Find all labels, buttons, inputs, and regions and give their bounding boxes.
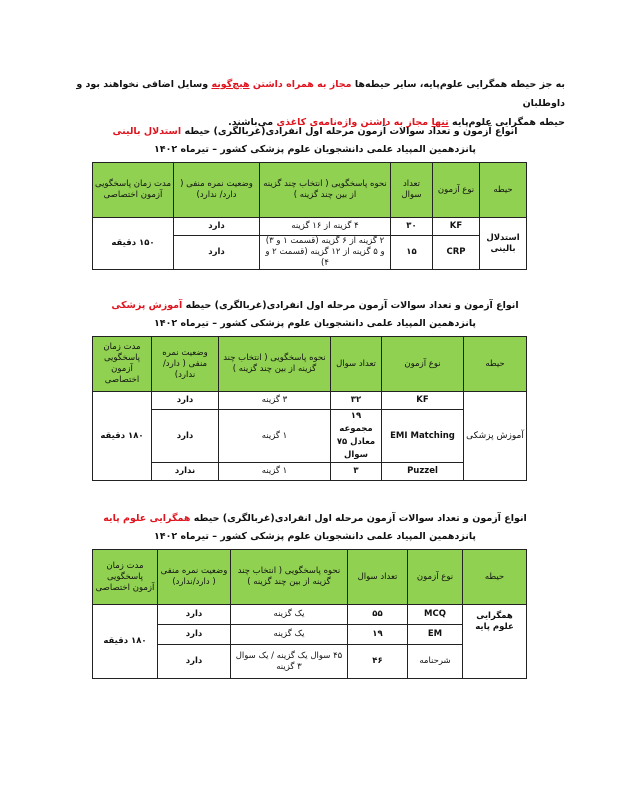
method-cell [231, 645, 348, 679]
domain-cell: آموزش پزشکی [464, 392, 527, 481]
negative-cell: دارد [158, 645, 231, 679]
header-exam-type: نوع آزمون [408, 550, 463, 605]
header-domain: حیطه [464, 337, 527, 392]
section-title-highlight: استدلال بالینی [112, 126, 182, 137]
table-header-row [93, 163, 527, 218]
count-cell: ۴۶ [348, 645, 408, 679]
header-negative-score: وضعیت نمره منفی ( دارد/ندارد) [158, 550, 231, 605]
count-cell: ۵۵ [348, 605, 408, 625]
section-title-text: انواع آزمون و تعداد سوالات آزمون مرحله اول انفرادی(غربالگری) حیطه [181, 126, 518, 137]
method-line: ۳ گزینه [276, 661, 302, 672]
negative-cell: دارد [174, 218, 260, 236]
header-question-count: تعداد سوال [348, 550, 408, 605]
intro-highlight-underlined: تنها [431, 117, 449, 128]
count-cell [331, 410, 382, 463]
method-line: و ۵ گزینه از ۱۲ گزینه (قسمت ۲ و ۴) [265, 247, 385, 268]
count-cell: ۳۲ [331, 392, 382, 410]
count-cell: ۱۹ [348, 625, 408, 645]
header-answer-method: نحوه پاسخگویی ( انتخاب چند گزینه از بین چند گزینه ) [231, 550, 348, 605]
negative-cell: دارد [158, 625, 231, 645]
negative-cell: دارد [158, 605, 231, 625]
table-header-row [93, 550, 527, 605]
negative-cell: دارد [174, 236, 260, 270]
intro-text: می‌باشند. [228, 117, 277, 128]
header-exam-type: نوع آزمون [382, 337, 464, 392]
exam-table-clinical-reasoning [92, 162, 527, 270]
method-line: ۴۵ سوال یک گزینه / یک سوال [235, 650, 343, 661]
table-header-row [93, 337, 527, 392]
method-cell: ۱ گزینه [219, 410, 331, 463]
section-subtitle: پانزدهمین المپیاد علمی دانشجویان علوم پزشکی کشور – تیرماه ۱۴۰۲ [153, 531, 476, 542]
exam-table-basic-sciences [92, 549, 527, 679]
method-cell: یک گزینه [231, 625, 348, 645]
method-line: ۲ گزینه از ۶ گزینه (قسمت ۱ و ۳) [265, 236, 385, 246]
section-title [80, 124, 550, 140]
domain-cell: استدلال بالینی [480, 218, 527, 270]
exam-type-cell: EM [408, 625, 463, 645]
exam-type-cell: شرحنامه [408, 645, 463, 679]
table-row [93, 218, 527, 236]
header-duration: مدت زمان پاسخگویی آزمون اختصاصی [93, 337, 152, 392]
exam-type-cell: KF [433, 218, 480, 236]
exam-type-cell: Puzzel [382, 463, 464, 481]
table-row [93, 463, 527, 481]
negative-cell: ندارد [152, 463, 219, 481]
section-title-text: انواع آزمون و تعداد سوالات آزمون مرحله اول انفرادی(غربالگری) حیطه [190, 513, 527, 524]
section-title-highlight: آموزش پزشکی [111, 300, 183, 311]
negative-cell: دارد [152, 410, 219, 463]
intro-text: حیطه همگرایی علوم‌پایه [448, 117, 565, 128]
section-title-highlight: همگرایی علوم پایه [103, 513, 191, 524]
header-negative-score: وضعیت نمره منفی ( دارد/ندارد) [152, 337, 219, 392]
count-line: معادل ۷۵ [336, 437, 376, 447]
exam-type-cell: CRP [433, 236, 480, 270]
intro-highlight: مجاز به داشتن واژه‌نامه‌ی کاغذی [276, 117, 432, 128]
section-subtitle: پانزدهمین المپیاد علمی دانشجویان علوم پزشکی کشور – تیرماه ۱۴۰۲ [153, 318, 476, 329]
section-title [80, 511, 550, 527]
header-question-count: تعداد سوال [331, 337, 382, 392]
intro-line-1 [55, 75, 565, 113]
intro-text: به جز حیطه همگرایی علوم‌پایه، سایر حیطه‌ها [351, 79, 565, 90]
intro-text: وسایل اضافی نخواهند بود و داوطلبان [76, 79, 565, 109]
exam-table-medical-education [92, 336, 527, 481]
header-question-count: تعداد سوال [391, 163, 433, 218]
section-subtitle: پانزدهمین المپیاد علمی دانشجویان علوم پزشکی کشور – تیرماه ۱۴۰۲ [153, 144, 476, 155]
header-domain: حیطه [463, 550, 527, 605]
negative-cell: دارد [152, 392, 219, 410]
method-cell: یک گزینه [231, 605, 348, 625]
intro-highlight-underlined: هیچ‌گونه [211, 79, 250, 90]
table-row [93, 392, 527, 410]
exam-type-cell: KF [382, 392, 464, 410]
method-cell [260, 236, 391, 270]
header-domain: حیطه [480, 163, 527, 218]
exam-type-cell: EMI Matching [382, 410, 464, 463]
header-negative-score: وضعیت نمره منفی ( دارد/ ندارد) [174, 163, 260, 218]
table-row [93, 605, 527, 625]
duration-cell: ۱۵۰ دقیقه [93, 218, 174, 270]
method-cell: ۱ گزینه [219, 463, 331, 481]
header-exam-type: نوع آزمون [433, 163, 480, 218]
section-title [80, 298, 550, 314]
header-duration: مدت زمان پاسخگویی آزمون اختصاصی [93, 163, 174, 218]
duration-cell: ۱۸۰ دقیقه [93, 605, 158, 679]
count-cell: ۳۰ [391, 218, 433, 236]
count-cell: ۳ [331, 463, 382, 481]
duration-cell: ۱۸۰ دقیقه [93, 392, 152, 481]
count-line: سوال [344, 450, 368, 460]
method-cell: ۴ گزینه از ۱۶ گزینه [260, 218, 391, 236]
table-row [93, 625, 527, 645]
table-row [93, 410, 527, 463]
section-title-text: انواع آزمون و تعداد سوالات آزمون مرحله اول انفرادی(غربالگری) حیطه [182, 300, 519, 311]
header-answer-method: نحوه پاسخگویی ( انتخاب چند گزینه از بین چند گزینه ) [219, 337, 331, 392]
intro-highlight: مجاز به همراه داشتن [249, 79, 352, 90]
count-cell: ۱۵ [391, 236, 433, 270]
domain-cell: همگرایی علوم پایه [463, 605, 527, 679]
header-duration: مدت زمان پاسخگویی آزمون اختصاصی [93, 550, 158, 605]
count-line: ۱۹ مجموعه [339, 411, 373, 434]
method-cell: ۳ گزینه [219, 392, 331, 410]
table-row [93, 645, 527, 679]
header-answer-method: نحوه پاسخگویی ( انتخاب چند گزینه از بین چند گزینه ) [260, 163, 391, 218]
exam-type-cell: MCQ [408, 605, 463, 625]
